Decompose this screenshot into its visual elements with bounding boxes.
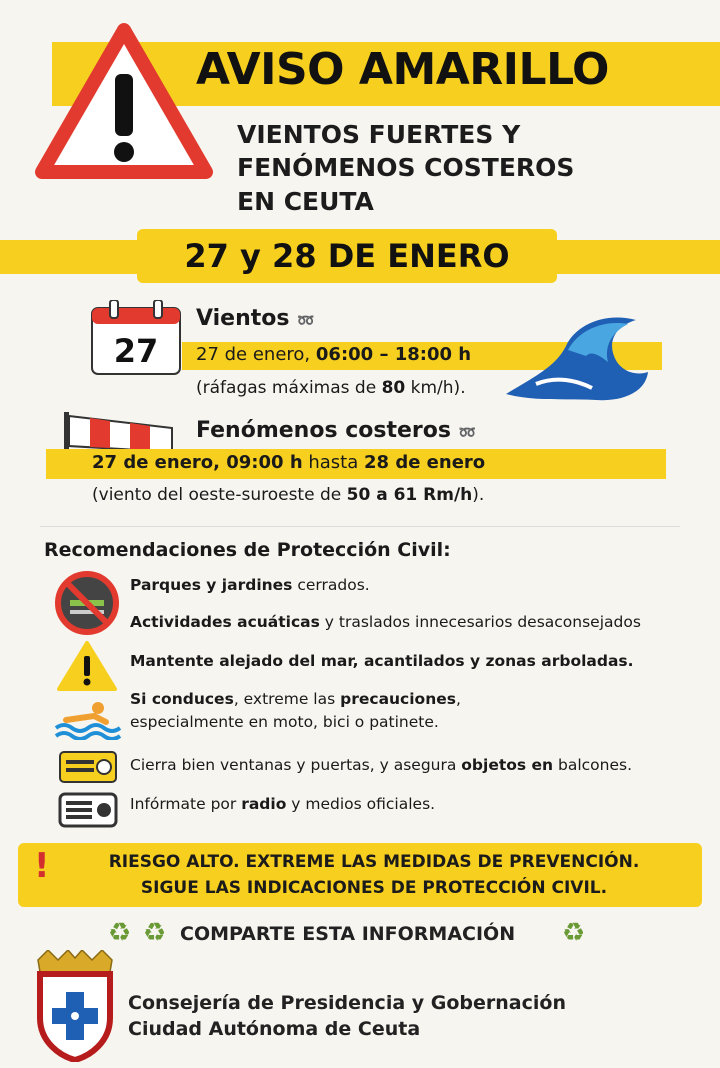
caution-icon (56, 640, 118, 692)
org-city: Ciudad Autónoma de Ceuta (128, 1018, 421, 1040)
warning-triangle-icon (34, 22, 214, 182)
recycle-icon: ♻ (143, 918, 167, 948)
rec-item-7: Infórmate por radio y medios oficiales. (130, 795, 436, 813)
radio-icon (58, 790, 118, 830)
costeros-note: (viento del oeste-suroeste de 50 a 61 Rm/h). (92, 485, 485, 505)
recycle-icon: ♻ (562, 918, 586, 948)
window-icon (58, 748, 118, 784)
calendar-day: 27 (113, 332, 159, 370)
calendar-icon (88, 300, 184, 380)
rec-item-5: especialmente en moto, bici o patinete. (130, 713, 439, 731)
rec-item-2: Actividades acuáticas y traslados innecesarios desaconsejados (130, 613, 641, 631)
exclamation-icon: ! (34, 846, 50, 886)
costeros-time: 27 de enero, 09:00 h hasta 28 de enero (92, 452, 486, 473)
rec-item-6: Cierra bien ventanas y puertas, y asegura objetos en balcones. (130, 756, 633, 774)
no-park-icon (52, 570, 122, 636)
rec-item-1: Parques y jardines cerrados. (130, 576, 370, 594)
wave-icon (496, 306, 656, 406)
org-name: Consejería de Presidencia y Gobernación (128, 992, 566, 1014)
share-label: COMPARTE ESTA INFORMACIÓN (180, 923, 516, 945)
alert-subtitle: VIENTOS FUERTES Y FENÓMENOS COSTEROS EN CEUTA (237, 120, 575, 216)
ceuta-crest-icon (30, 950, 120, 1062)
vientos-note: (ráfagas máximas de 80 km/h). (196, 378, 466, 398)
alert-dates: 27 y 28 DE ENERO (137, 229, 557, 283)
recycle-icon: ♻ (108, 918, 132, 948)
rec-item-4: Si conduces, extreme las precauciones, (130, 690, 461, 708)
rec-item-3: Mantente alejado del mar, acantilados y zonas arboladas. (130, 652, 634, 670)
divider (40, 526, 680, 527)
recommendations-title: Recomendaciones de Protección Civil: (44, 539, 451, 561)
vientos-title: Vientos ➿ (196, 306, 315, 331)
swimmer-icon (54, 700, 124, 740)
vientos-time: 27 de enero, 06:00 – 18:00 h (196, 344, 472, 365)
risk-text: RIESGO ALTO. EXTREME LAS MEDIDAS DE PREVENCIÓN. SIGUE LAS INDICACIONES DE PROTECCIÓN CIVIL. (108, 852, 640, 898)
costeros-title: Fenómenos costeros ➿ (196, 418, 477, 443)
alert-title: AVISO AMARILLO (196, 44, 609, 95)
